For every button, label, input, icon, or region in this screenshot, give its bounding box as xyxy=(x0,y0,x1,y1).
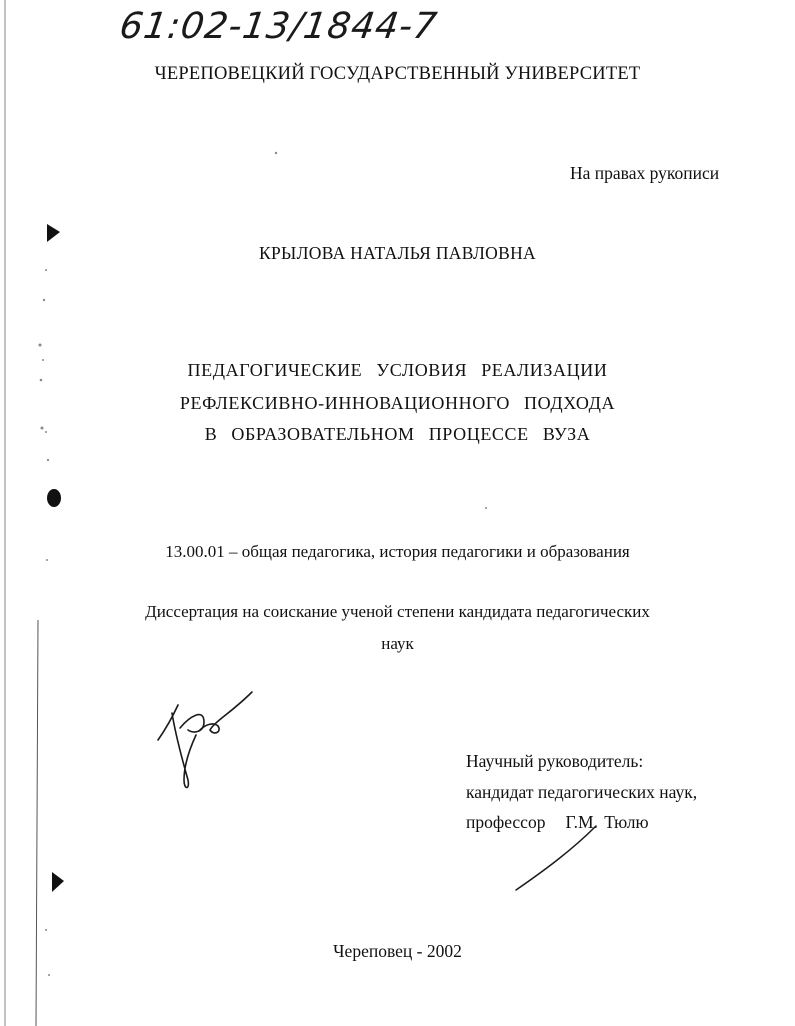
punch-mark-middle xyxy=(47,489,61,507)
scan-noise-dots xyxy=(39,152,488,976)
supervisor-degree: кандидат педагогических наук, xyxy=(466,782,698,802)
supervisor-rank: профессор xyxy=(466,812,546,832)
title-line-1: ПЕДАГОГИЧЕСКИЕ УСЛОВИЯ РЕАЛИЗАЦИИ xyxy=(187,360,608,380)
punch-mark-bottom xyxy=(52,872,64,892)
supervisor-heading: Научный руководитель: xyxy=(466,751,644,771)
city-year: Череповец - 2002 xyxy=(333,941,462,961)
title-line-2: РЕФЛЕКСИВНО-ИННОВАЦИОННОГО ПОДХОДА xyxy=(179,393,616,413)
punch-mark-top xyxy=(47,224,60,242)
supervisor-name: Г.М. Тюлю xyxy=(565,812,649,832)
manuscript-rights-note: На правах рукописи xyxy=(570,163,720,183)
degree-statement-line-2: наук xyxy=(381,634,414,653)
scan-margin-line xyxy=(36,620,38,1026)
author-name: КРЫЛОВА НАТАЛЬЯ ПАВЛОВНА xyxy=(259,243,536,263)
title-line-3: В ОБРАЗОВАТЕЛЬНОМ ПРОЦЕССЕ ВУЗА xyxy=(204,424,591,444)
degree-statement-line-1: Диссертация на соискание ученой степени кандидата педагогических xyxy=(145,602,650,621)
specialty-code: 13.00.01 – общая педагогика, история педагогики и образования xyxy=(165,542,630,561)
archive-code: 61:02-13/1844-7 xyxy=(117,6,441,47)
university-name: ЧЕРЕПОВЕЦКИЙ ГОСУДАРСТВЕННЫЙ УНИВЕРСИТЕТ xyxy=(154,64,641,84)
